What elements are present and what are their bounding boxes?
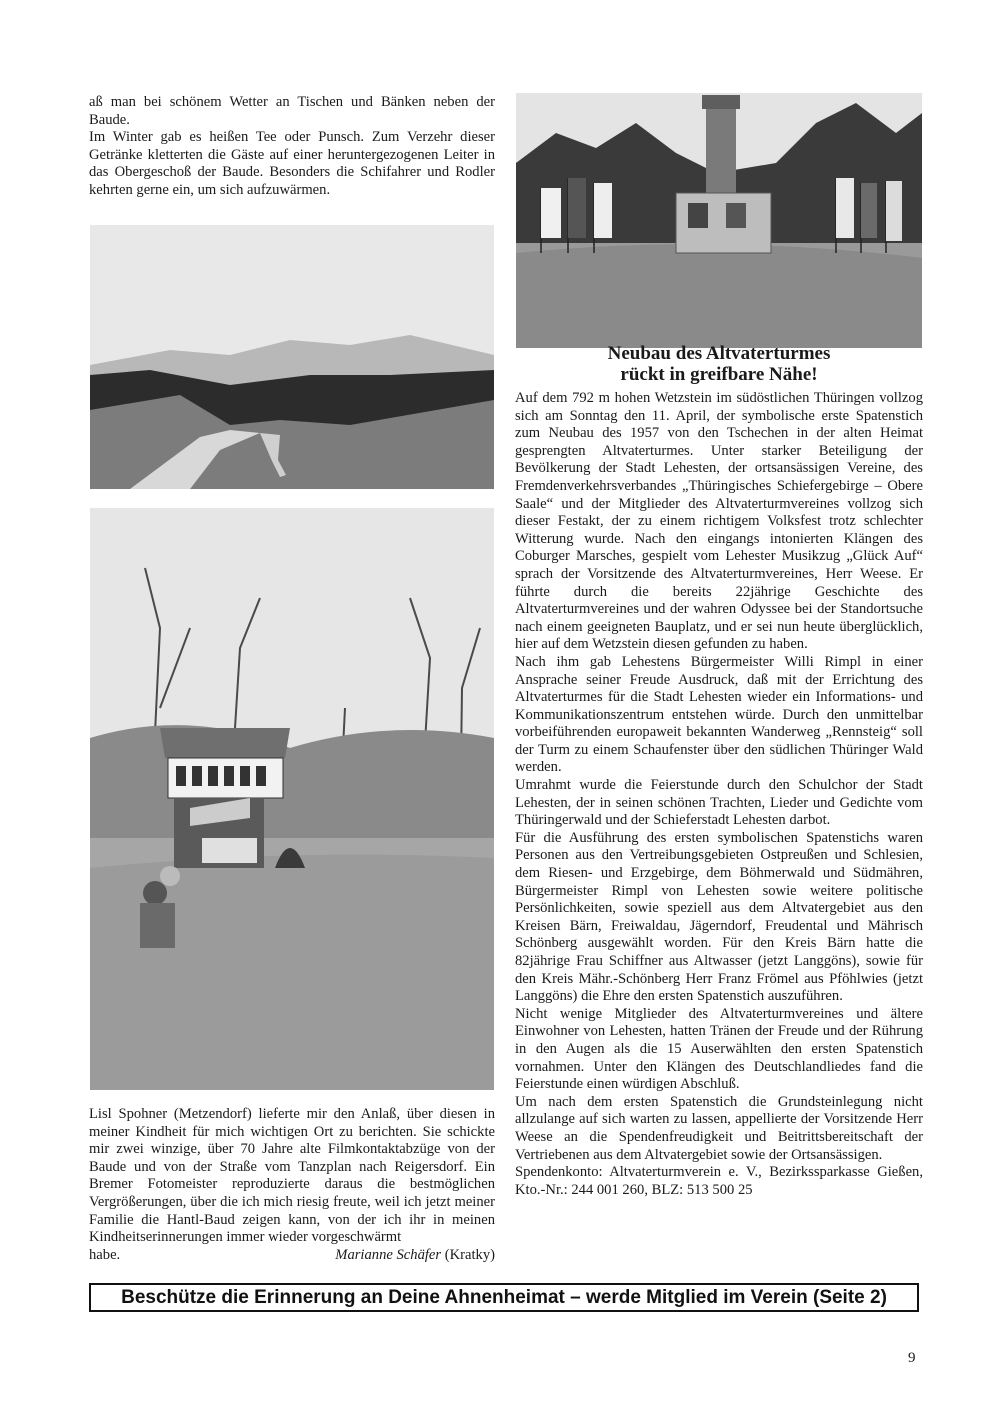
- intro-paragraph: aß man bei schönem Wetter an Tischen und Bänken neben der Baude.: [89, 94, 495, 128]
- membership-banner: Beschütze die Erinnerung an Deine Ahnenheimat – werde Mitglied im Verein (Seite 2): [89, 1283, 919, 1312]
- photo-hantl-baude: [90, 508, 494, 1090]
- article-paragraph: Für die Ausführung des ersten symbolischen Spatenstichs waren Personen aus den Vertreibungsgebieten Ostpreußen und Schlesien, dem Riesen- und Erzgebirge, dem Böhmerwald und Südmähren, Bürgermeister Rimpl von Lehesten sowie weitere politische Persönlichkeiten, sowie speziell aus dem Altvatergebiet aus den Kreisen Bärn, Freiwaldau, Jägerndorf, Freudental und Mährisch Schönberg ausgewählt worden. Für den Kreis Bärn hatte die 82jährige Frau Schiffner aus Altwasser (jetzt Langgöns), sowie für den Kreis Mähr.-Schönberg Herr Franz Frömel aus Pföhlwies (jetzt Langgöns) die Ehre den ersten Spatenstich auszuführen.: [515, 829, 923, 1005]
- caption-last-word: habe.: [89, 1246, 121, 1263]
- caption-signature-line: [89, 1247, 495, 1265]
- article-paragraph: Nach ihm gab Lehestens Bürgermeister Willi Rimpl in einer Ansprache seiner Freude Ausdruck, daß mit der Errichtung des Altvaterturmes für die Stadt Lehesten wieder ein Informations- und Kommunikationszentrum entstehen würde. Durch den unmittelbar vorbeiführenden europaweit bekannten Wanderweg „Rennsteig“ soll der Turm zu einem Schaufenster über den südlichen Thüringer Wald werden.: [515, 653, 923, 776]
- article-headline: [515, 343, 923, 385]
- headline-line-2: rückt in greifbare Nähe!: [620, 364, 818, 385]
- page-number: 9: [908, 1350, 916, 1366]
- author-maiden-name: (Kratky): [441, 1246, 495, 1263]
- article-paragraph: Umrahmt wurde die Feierstunde durch den Schulchor der Stadt Lehesten, der in seinen schönen Trachten, Lieder und Gedichte vom Thüringerwald und der Schieferstadt Lehesten darbot.: [515, 777, 923, 829]
- article-body: [515, 390, 923, 1199]
- headline-line-1: Neubau des Altvaterturmes: [607, 343, 831, 364]
- article-paragraph: Auf dem 792 m hohen Wetzstein im südöstlichen Thüringen vollzog sich am Sonntag den 11. April, der symbolische erste Spatenstich zum Neubau des 1957 von den Tschechen in der alten Heimat gesprengten Altvaterturmes. Unter starker Beteiligung der Bevölkerung der Stadt Lehesten, der ortsansässigen Vereine, des Fremdenverkehrsverbandes „Thüringisches Schiefergebirge – Obere Saale“ und der Mitglieder des Altvaterturmvereines vollzog sich dieser Festakt, der zu einem richtigem Volksfest trotz schlechter Witterung wurde. Nach den eingangs intonierten Klängen des Coburger Marsches, gespielt vom Lehester Musikzug „Glück Auf“ sprach der Vorsitzende des Altvaterturmvereines, Herr Weese. Er führte durch die bereits 22jährige Geschichte des Altvaterturmvereines und der wahren Odyssee bei der Standortsuche nach einem geeigneten Bauplatz, und er sei nun heute überglücklich, hier auf dem Wetzstein diesen gefunden zu haben.: [515, 390, 923, 653]
- photo-tower-with-flags: [516, 93, 922, 348]
- article-paragraph: Nicht wenige Mitglieder des Altvaterturmvereines und ältere Einwohner von Lehesten, hatten Tränen der Freude und der Rührung in den Augen als die 15 Auserwählten den ersten Spatenstich vornahmen. Unter den Klängen des Deutschlandliedes fand die Feierstunde einen würdigen Abschluß.: [515, 1005, 923, 1093]
- article-paragraph: Spendenkonto: Altvaterturmverein e. V., Bezirkssparkasse Gießen, Kto.-Nr.: 244 001 260, BLZ: 513 500 25: [515, 1164, 923, 1198]
- photo-caption-text: [89, 1106, 495, 1264]
- author-name: Marianne Schäfer: [335, 1246, 442, 1263]
- intro-paragraph: Im Winter gab es heißen Tee oder Punsch. Zum Verzehr dieser Getränke kletterten die Gäste auf einer heruntergezogenen Leiter in das Obergeschoß der Baude. Besonders die Schifahrer und Rodler kehrten gerne ein, um sich aufzuwärmen.: [89, 129, 495, 198]
- photo-forest-road: [90, 225, 494, 489]
- article-paragraph: Um nach dem ersten Spatenstich die Grundsteinlegung nicht allzulange auf sich warten zu lassen, appellierte der Vorsitzende Herr Weese an die Spendenfreudigkeit und Beitrittsbereitschaft der Vertriebenen aus dem Altvatergebiet sowie der Ortsansässigen.: [515, 1093, 923, 1163]
- caption-paragraph: Lisl Spohner (Metzendorf) lieferte mir den Anlaß, über diesen in meiner Kindheit für mich wichtigen Ort zu berichten. Sie schickte mir zwei winzige, über 70 Jahre alte Filmkontaktabzüge von der Baude und von der Straße vom Tanzplan nach Reigersdorf. Ein Bremer Fotomeister reproduzierte daraus die bestmöglichen Vergrößerungen, über die ich mich riesig freute, weil ich jetzt meiner Familie die Hantl-Baud zeigen kann, von der ich ihr in meinen Kindheitserinnerungen immer wieder vorgeschwärmt: [89, 1106, 495, 1246]
- left-intro-text: [89, 94, 495, 200]
